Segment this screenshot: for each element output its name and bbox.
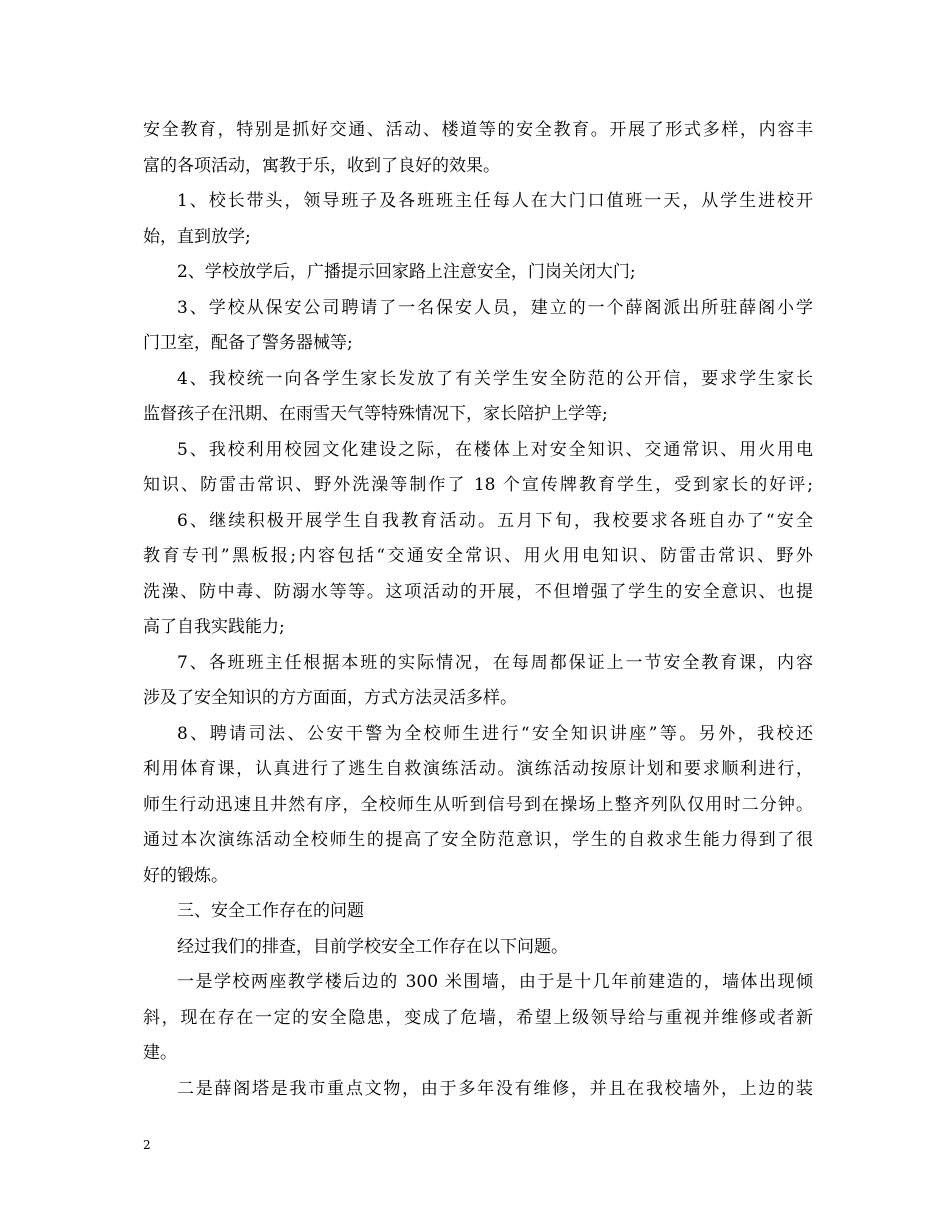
text-line: 门卫室，配备了警务器械等; — [143, 333, 353, 353]
text-line: 5、我校利用校园文化建设之际，在楼体上对安全知识、交通常识、用火用电 — [177, 439, 813, 460]
text-line: 洗澡、防中毒、防溺水等等。这项活动的开展，不但增强了学生的安全意识、也提 — [143, 581, 813, 602]
text-line: 始，直到放学; — [143, 226, 251, 247]
text-line: 经过我们的排查，目前学校安全工作存在以下问题。 — [177, 936, 568, 957]
text-line: 二是薛阁塔是我市重点文物，由于多年没有维修，并且在我校墙外，上边的装 — [177, 1078, 813, 1099]
text-line: 2、学校放学后，广播提示回家路上注意安全，门岗关闭大门; — [177, 262, 636, 282]
text-line: 高了自我实践能力; — [143, 617, 285, 637]
text-line: 斜，现在存在一定的安全隐患，变成了危墙，希望上级领导给与重视并维修或者新 — [143, 1007, 813, 1028]
text-line: 三、安全工作存在的问题 — [177, 901, 364, 921]
text-line: 3、学校从保安公司聘请了一名保安人员，建立的一个薛阁派出所驻薛阁小学 — [177, 297, 813, 318]
text-line: 建。 — [143, 1043, 177, 1063]
text-line: 1、校长带头，领导班子及各班班主任每人在大门口值班一天，从学生进校开 — [177, 191, 813, 211]
text-line: 8、聘请司法、公安干警为全校师生进行“安全知识讲座”等。另外，我校还 — [177, 723, 813, 744]
text-line: 利用体育课，认真进行了逃生自救演练活动。演练活动按原计划和要求顺利进行， — [143, 759, 813, 779]
text-line: 一是学校两座教学楼后边的 300 米围墙，由于是十几年前建造的，墙体出现倾 — [177, 972, 813, 992]
text-line: 6、继续积极开展学生自我教育活动。五月下旬，我校要求各班自办了“安全 — [177, 510, 813, 531]
text-line: 7、各班班主任根据本班的实际情况，在每周都保证上一节安全教育课，内容 — [177, 652, 813, 673]
text-line: 安全教育，特别是抓好交通、活动、楼道等的安全教育。开展了形式多样，内容丰 — [143, 120, 813, 140]
text-line: 好的锻炼。 — [143, 865, 228, 886]
page-number: 2 — [143, 1138, 151, 1152]
text-line: 通过本次演练活动全校师生的提高了安全防范意识，学生的自救求生能力得到了很 — [143, 830, 813, 850]
text-line: 知识、防雷击常识、野外洗澡等制作了 18 个宣传牌教育学生，受到家长的好评; — [143, 475, 813, 495]
text-line: 富的各项活动，寓教于乐，收到了良好的效果。 — [143, 155, 500, 176]
text-line: 监督孩子在汛期、在雨雪天气等特殊情况下，家长陪护上学等; — [143, 404, 608, 424]
text-line: 师生行动迅速且井然有序，全校师生从听到信号到在操场上整齐列队仅用时二分钟。 — [143, 794, 813, 815]
text-line: 4、我校统一向各学生家长发放了有关学生安全防范的公开信，要求学生家长 — [177, 368, 813, 389]
text-line: 教育专刊”黑板报;内容包括“交通安全常识、用火用电知识、防雷击常识、野外 — [143, 546, 813, 566]
text-line: 涉及了安全知识的方方面面，方式方法灵活多样。 — [143, 688, 517, 708]
body-text — [143, 113, 813, 1107]
